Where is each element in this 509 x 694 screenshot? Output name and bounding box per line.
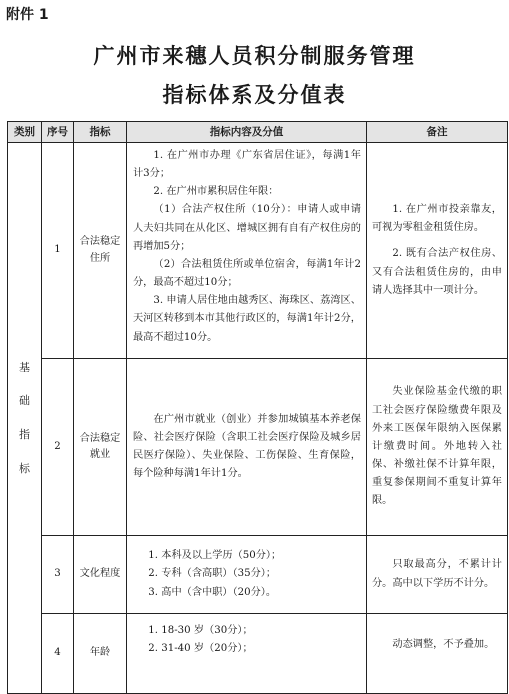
header-indicator: 指标 xyxy=(74,122,127,143)
note-cell xyxy=(367,143,508,359)
note-cell xyxy=(367,536,508,614)
content-line: 1. 本科及以上学历（50分）； xyxy=(148,550,282,562)
category-char: 基 xyxy=(19,360,30,374)
indicator-cell xyxy=(74,614,127,694)
header-number: 序号 xyxy=(42,122,74,143)
content-line: 3. 高中（含中职）（20分）。 xyxy=(148,586,277,598)
indicator-cell xyxy=(74,359,127,536)
content-line: 3. 申请人居住地由越秀区、海珠区、荔湾区、天河区转移到本市其他行政区的，每满1年计2分，最高不超过10分。 xyxy=(133,295,361,343)
category-char: 标 xyxy=(19,461,30,475)
table-row xyxy=(8,614,508,694)
content-cell xyxy=(127,614,367,694)
indicator-text: 就业 xyxy=(89,449,111,460)
indicator-text: 住所 xyxy=(89,252,111,264)
content-line: 2. 31-40 岁（20分）； xyxy=(148,643,253,655)
content-cell xyxy=(127,536,367,614)
content-cell xyxy=(127,143,367,359)
indicator-text: 年龄 xyxy=(89,647,111,659)
page-title: 广州市来穗人员积分制服务管理 xyxy=(93,43,416,68)
note-line: 动态调整，不予叠加。 xyxy=(392,639,495,650)
note-line: 只取最高分，不累计计分。高中以下学历不计分。 xyxy=(372,559,502,589)
table-row xyxy=(8,143,508,359)
indicator-cell xyxy=(74,536,127,614)
category-char: 础 xyxy=(19,394,30,408)
table-row xyxy=(8,359,508,536)
content-line: （1）合法产权住所（10分）：申请人或申请人夫妇共同在从化区、增城区拥有自有产权住房的再增加5分； xyxy=(133,204,361,252)
row-number: 3 xyxy=(42,536,74,614)
content-line: 2. 在广州市累积居住年限： xyxy=(153,186,279,198)
points-table xyxy=(7,121,508,694)
indicator-cell xyxy=(74,143,127,359)
note-cell xyxy=(367,359,508,536)
content-line: 在广州市就业（创业）并参加城镇基本养老保险、社会医疗保险（含职工社会医疗保险及城乡居民医疗保险）、失业保险、工伤保险、生育保险，每个险种每满1年计1分。 xyxy=(133,413,361,480)
attachment-label: 附件 1 xyxy=(6,7,49,23)
content-line: 2. 专科（含高职）（35分）； xyxy=(148,568,277,580)
category-char: 指 xyxy=(19,428,30,441)
category-cell xyxy=(8,143,42,694)
note-line: 失业保险基金代缴的职工社会医疗保险缴费年限及外来工医保年限纳入医保累计缴费时间。外地转入社保、补缴社保不计算年限，重复参保期间不重复计算年限。 xyxy=(372,386,502,507)
header-note: 备注 xyxy=(367,122,508,143)
page-subtitle: 指标体系及分值表 xyxy=(162,82,347,107)
row-number: 2 xyxy=(42,359,74,536)
content-cell xyxy=(127,359,367,536)
header-category: 类别 xyxy=(8,122,42,143)
note-line: 2. 既有合法产权住房、又有合法租赁住房的，由申请人选择其中一项计分。 xyxy=(372,248,502,296)
indicator-text: 合法稳定 xyxy=(79,432,121,444)
row-number: 1 xyxy=(42,143,74,359)
indicator-text: 文化程度 xyxy=(79,568,121,580)
note-cell xyxy=(367,614,508,694)
table-row xyxy=(8,536,508,614)
row-number: 4 xyxy=(42,614,74,694)
header-content: 指标内容及分值 xyxy=(127,122,367,143)
content-line: （2）合法租赁住所或单位宿舍，每满1年计2分，最高不超过10分； xyxy=(133,258,361,289)
table-header-row xyxy=(8,122,508,143)
indicator-text: 合法稳定 xyxy=(79,236,121,248)
content-line: 1. 在广州市办理《广东省居住证》，每满1年计3分； xyxy=(133,150,361,180)
note-line: 1. 在广州市投亲靠友，可视为零租金租赁住房。 xyxy=(372,204,502,234)
content-line: 1. 18-30 岁（30分）； xyxy=(148,625,253,636)
